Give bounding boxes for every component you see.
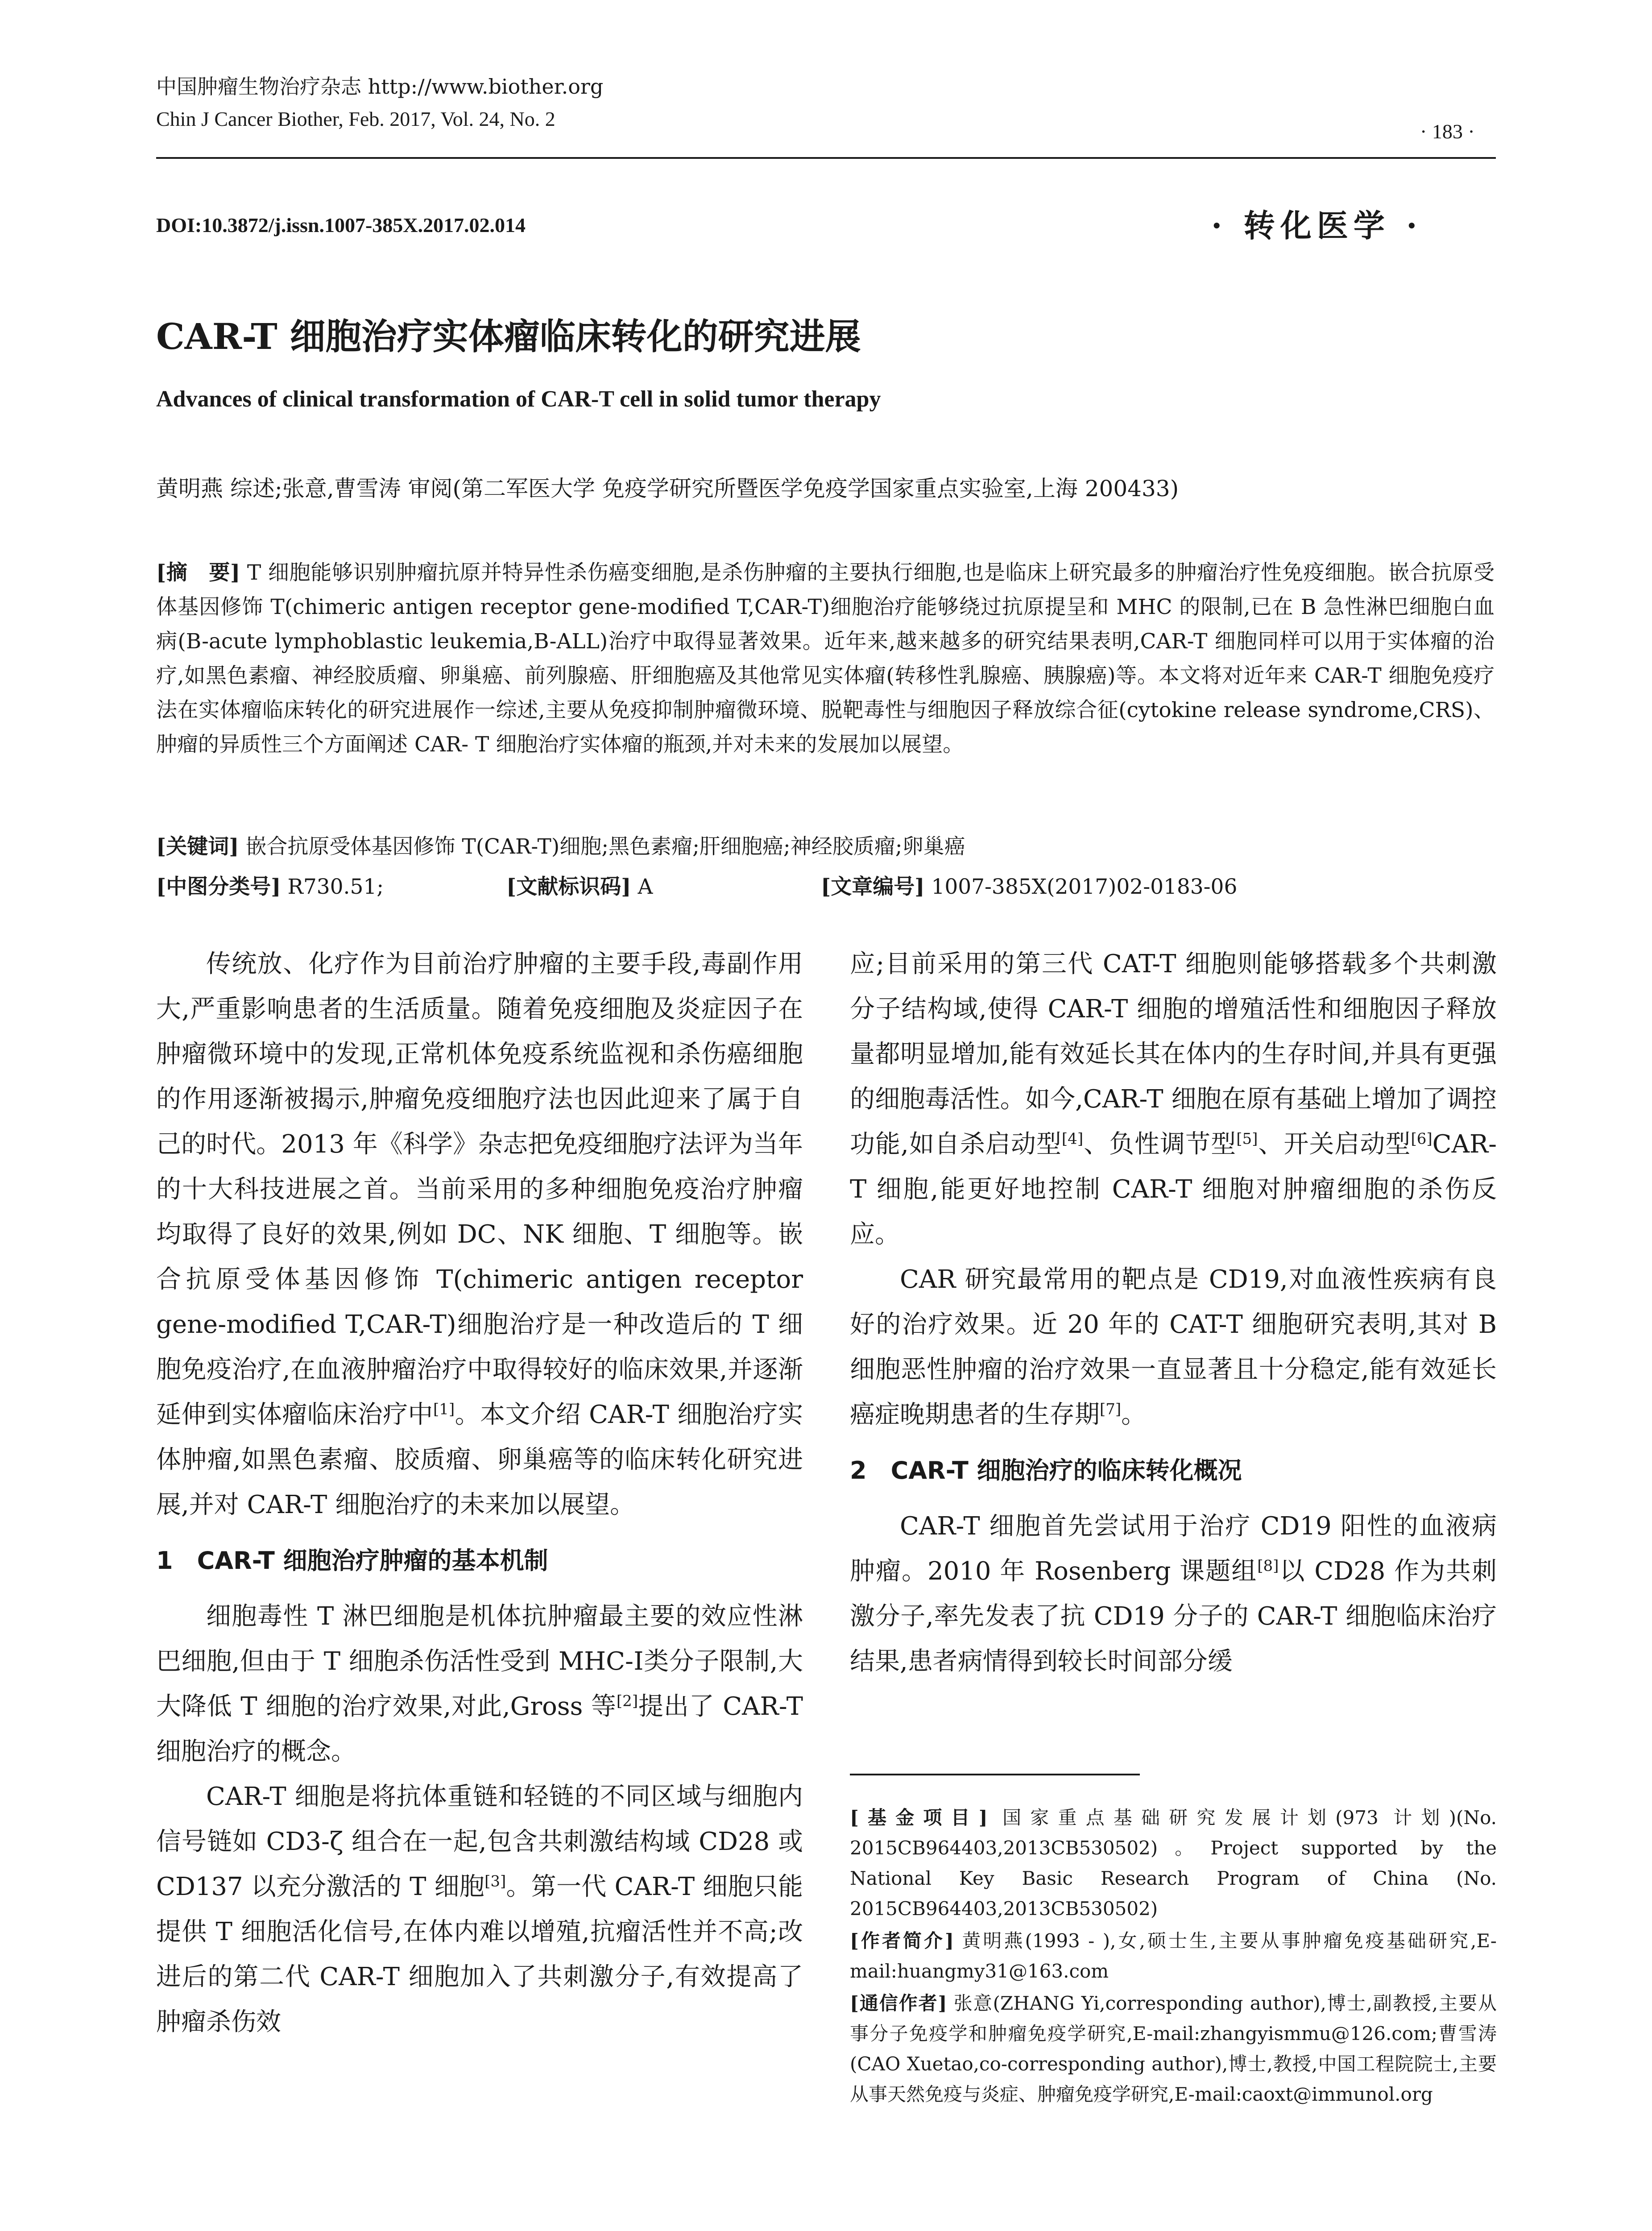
- footnote-text: 国家重点基础研究发展计划(973 计划)(No. 2015CB964403,2013CB530502)。Project supported by the National Key Basic Research Program of China (No. 2015CB964403,2013CB530502): [850, 1807, 1497, 1920]
- doc-code-value: A: [638, 875, 653, 899]
- paragraph-text: 。本文介绍 CAR-T 细胞治疗实体肿瘤,如黑色素瘤、胶质瘤、卵巢癌等的临床转化研究进展,并对 CAR-T 细胞治疗的未来加以展望。: [156, 1400, 803, 1519]
- paragraph-text: 以 CD28 作为共刺激分子,率先发表了抗 CD19 分子的 CAR-T 细胞临床治疗结果,患者病情得到较长时间部分缓: [850, 1557, 1497, 1676]
- footnote-divider: [850, 1774, 1140, 1775]
- paragraph: [850, 1504, 1497, 1684]
- citation: [8]: [1257, 1557, 1279, 1575]
- footnote-text: 黄明燕(1993 - ),女,硕士生,主要从事肿瘤免疫基础研究,E-mail:huangmy31@163.com: [850, 1930, 1497, 1982]
- clc-label: [中图分类号]: [156, 875, 281, 899]
- citation: [5]: [1236, 1130, 1258, 1148]
- article-title-en: Advances of clinical transformation of CAR-T cell in solid tumor therapy: [156, 386, 881, 412]
- body-left-column: [156, 941, 803, 2044]
- paragraph: [850, 1257, 1497, 1437]
- footnote-label: [基金项目]: [850, 1807, 988, 1829]
- footnote-corresponding: [850, 1988, 1497, 2110]
- journal-name-en: Chin J Cancer Biother, Feb. 2017, Vol. 24, No. 2: [156, 108, 555, 130]
- paragraph-text: 提出了 CAR-T 细胞治疗的概念。: [156, 1692, 803, 1766]
- paragraph-text: 细胞毒性 T 淋巴细胞是机体抗肿瘤最主要的效应性淋巴细胞,但由于 T 细胞杀伤活性受到 MHC-Ⅰ类分子限制,大大降低 T 细胞的治疗效果,对此,Gross 等: [156, 1602, 803, 1721]
- article-no-value: 1007-385X(2017)02-0183-06: [931, 875, 1238, 899]
- paragraph-text: 。第一代 CAR-T 细胞只能提供 T 细胞活化信号,在体内难以增殖,抗瘤活性并不高;改进后的第二代 CAR-T 细胞加入了共刺激分子,有效提高了肿瘤杀伤效: [156, 1872, 803, 2036]
- authors-affiliation: 黄明燕 综述;张意,曹雪涛 审阅(第二军医大学 免疫学研究所暨医学免疫学国家重点实验室,上海 200433): [156, 476, 1179, 502]
- citation: [1]: [433, 1400, 455, 1418]
- citation: [6]: [1411, 1130, 1433, 1148]
- header-divider: [156, 157, 1496, 159]
- paragraph-text: 应;目前采用的第三代 CAT-T 细胞则能够搭载多个共刺激分子结构域,使得 CAR-T 细胞的增殖活性和细胞因子释放量都明显增加,能有效延长其在体内的生存时间,并具有更强的细胞毒活性。如今,CAR-T 细胞在原有基础上增加了调控功能,如自杀启动型: [850, 950, 1497, 1159]
- clc-value: R730.51;: [287, 875, 384, 899]
- paragraph-text: CAR 研究最常用的靶点是 CD19,对血液性疾病有良好的治疗效果。近 20 年的 CAT-T 细胞研究表明,其对 B 细胞恶性肿瘤的治疗效果一直显著且十分稳定,能有效延长癌症晚期患者的生存期: [850, 1265, 1497, 1429]
- keywords: [156, 830, 965, 860]
- paragraph-text: 、负性调节型: [1083, 1130, 1237, 1159]
- section-tag: · 转化医学 ·: [1211, 207, 1423, 244]
- article-no-label: [文章编号]: [821, 875, 925, 899]
- citation: [2]: [616, 1692, 638, 1710]
- citation: [7]: [1100, 1400, 1122, 1418]
- paragraph-text: 、开关启动型: [1258, 1130, 1411, 1159]
- paragraph: [156, 1774, 803, 2044]
- section-heading-2: 2 CAR-T 细胞治疗的临床转化概况: [850, 1456, 1242, 1485]
- keywords-text: 嵌合抗原受体基因修饰 T(CAR-T)细胞;黑色素瘤;肝细胞癌;神经胶质瘤;卵巢癌: [245, 834, 965, 859]
- paragraph: [156, 1594, 803, 1774]
- body-right-column: [850, 941, 1497, 1684]
- footnote-label: [作者简介]: [850, 1930, 954, 1952]
- footnote-text: 张意(ZHANG Yi,corresponding author),博士,副教授,主要从事分子免疫学和肿瘤免疫学研究,E-mail:zhangyismmu@126.com;曹雪涛(CAO Xuetao,co-corresponding author),博士,教授,中国工程院院士,主要从事天然免疫与炎症、肿瘤免疫学研究,E-mail:caoxt@immunol.org: [850, 1992, 1497, 2105]
- abstract-text: T 细胞能够识别肿瘤抗原并特异性杀伤癌变细胞,是杀伤肿瘤的主要执行细胞,也是临床上研究最多的肿瘤治疗性免疫细胞。嵌合抗原受体基因修饰 T(chimeric antigen receptor gene-modified T,CAR-T)细胞治疗能够绕过抗原提呈和 MHC 的限制,已在 B 急性淋巴细胞白血病(B-acute lymphoblastic leukemia,B-ALL)治疗中取得显著效果。近年来,越来越多的研究结果表明,CAR-T 细胞同样可以用于实体瘤的治疗,如黑色素瘤、神经胶质瘤、卵巢癌、前列腺癌、肝细胞癌及其他常见实体瘤(转移性乳腺癌、胰腺癌)等。本文将对近年来 CAR-T 细胞免疫疗法在实体瘤临床转化的研究进展作一综述,主要从免疫抑制肿瘤微环境、脱靶毒性与细胞因子释放综合征(cytokine release syndrome,CRS)、肿瘤的异质性三个方面阐述 CAR- T 细胞治疗实体瘤的瓶颈,并对未来的发展加以展望。: [156, 560, 1495, 757]
- footnote-funding: [850, 1803, 1497, 1924]
- paragraph-text: CAR-T 细胞,能更好地控制 CAR-T 细胞对肿瘤细胞的杀伤反应。: [850, 1130, 1497, 1249]
- paragraph-text: 传统放、化疗作为目前治疗肿瘤的主要手段,毒副作用大,严重影响患者的生活质量。随着免疫细胞及炎症因子在肿瘤微环境中的发现,正常机体免疫系统监视和杀伤癌细胞的作用逐渐被揭示,肿瘤免疫细胞疗法也因此迎来了属于自己的时代。2013 年《科学》杂志把免疫细胞疗法评为当年的十大科技进展之首。当前采用的多种细胞免疫治疗肿瘤均取得了良好的效果,例如 DC、NK 细胞、T 细胞等。嵌合抗原受体基因修饰 T(chimeric antigen receptor gene-modified T,CAR-T)细胞治疗是一种改造后的 T 细胞免疫治疗,在血液肿瘤治疗中取得较好的临床效果,并逐渐延伸到实体瘤临床治疗中: [156, 950, 803, 1429]
- doi: DOI:10.3872/j.issn.1007-385X.2017.02.014: [156, 214, 526, 236]
- footnote-author: [850, 1926, 1497, 1986]
- citation: [3]: [484, 1872, 506, 1891]
- citation: [4]: [1061, 1130, 1084, 1148]
- footnote-label: [通信作者]: [850, 1992, 947, 2014]
- paragraph-text: 。: [1121, 1400, 1147, 1429]
- section-heading-1: 1 CAR-T 细胞治疗肿瘤的基本机制: [156, 1547, 548, 1575]
- paragraph-text: CAR-T 细胞是将抗体重链和轻链的不同区域与细胞内信号链如 CD3-ζ 组合在一起,包含共刺激结构域 CD28 或 CD137 以充分激活的 T 细胞: [156, 1782, 803, 1901]
- keywords-label: [关键词]: [156, 834, 239, 859]
- abstract-label: [摘 要]: [156, 560, 240, 585]
- document-code: [506, 870, 653, 900]
- article-number: [821, 870, 1237, 900]
- journal-name-cn: 中国肿瘤生物治疗杂志 http://www.biother.org: [156, 75, 604, 99]
- paragraph: [850, 941, 1497, 1257]
- paragraph: [156, 941, 803, 1527]
- article-title-cn: CAR-T 细胞治疗实体瘤临床转化的研究进展: [156, 315, 861, 357]
- clc-number: [156, 870, 384, 900]
- doc-code-label: [文献标识码]: [506, 875, 631, 899]
- abstract: [156, 556, 1495, 762]
- page-number: · 183 ·: [1420, 120, 1475, 143]
- paragraph-text: CAR-T 细胞首先尝试用于治疗 CD19 阳性的血液病肿瘤。2010 年 Rosenberg 课题组: [850, 1512, 1497, 1586]
- footnotes: [850, 1803, 1497, 2111]
